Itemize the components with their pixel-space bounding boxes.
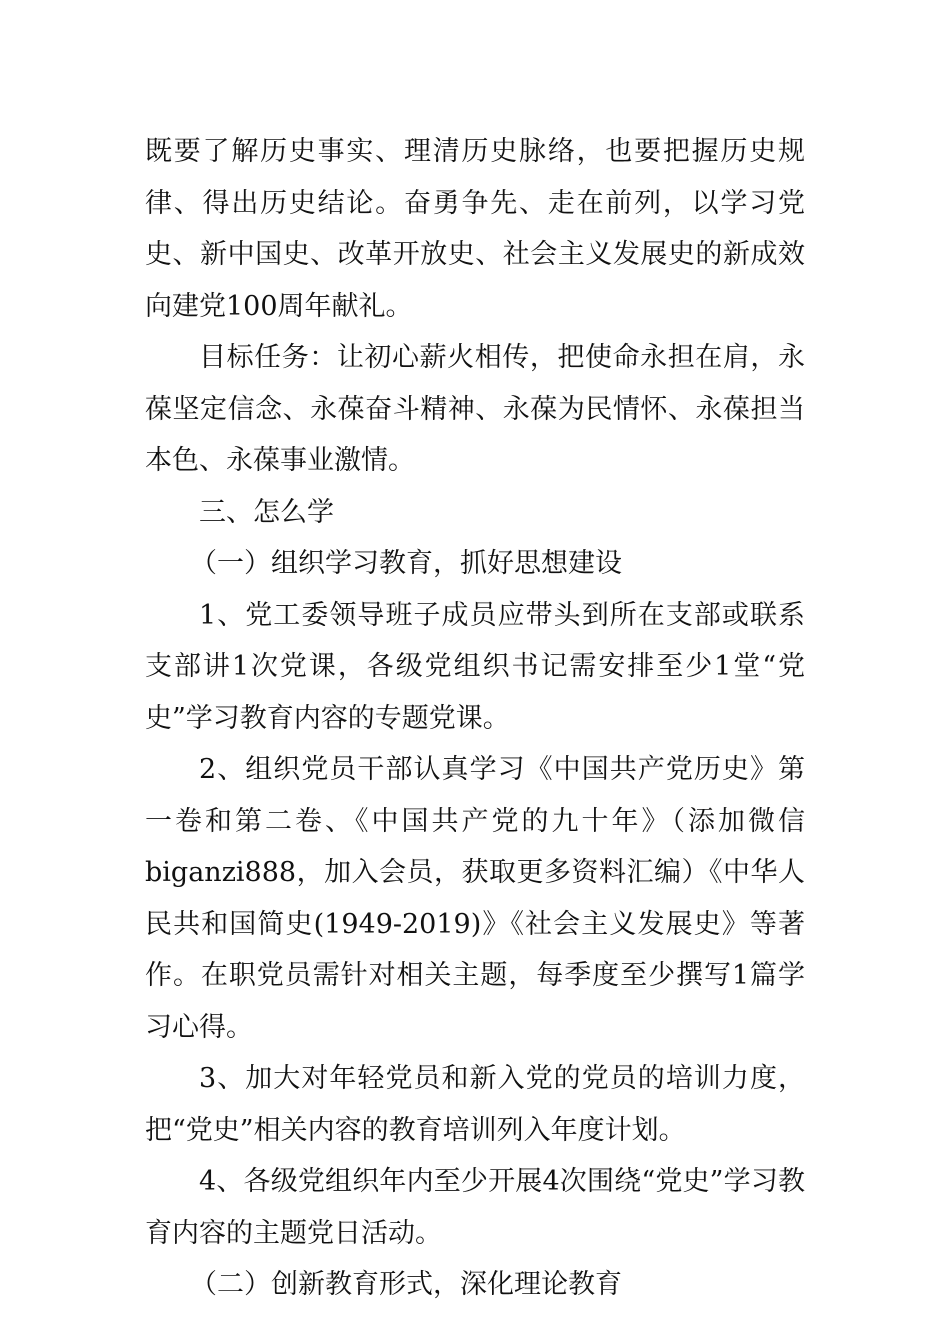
list-item-4: 4、各级党组织年内至少开展4次围绕“党史”学习教育内容的主题党日活动。	[145, 1166, 805, 1249]
list-item-3: 3、加大对年轻党员和新入党的党员的培训力度，把“党史”相关内容的教育培训列入年度计划。	[145, 1063, 805, 1146]
section-heading-how-to-learn: 三、怎么学	[199, 496, 334, 528]
list-item-2: 2、组织党员干部认真学习《中国共产党历史》第一卷和第二卷、《中国共产党的九十年》（添加微信biganzi888，加入会员，获取更多资料汇编）《中华人民共和国简史(1949-2019)》《社会主义发展史》等著作。在职党员需针对相关主题，每季度至少撰写1篇学习心得。	[145, 754, 805, 1043]
list-item-1: 1、党工委领导班子成员应带头到所在支部或联系支部讲1次党课，各级党组织书记需安排至少1堂“党史”学习教育内容的专题党课。	[145, 599, 805, 734]
paragraph-goals: 目标任务：让初心薪火相传，把使命永担在肩，永葆坚定信念、永葆奋斗精神、永葆为民情怀、永葆担当本色、永葆事业激情。	[145, 342, 805, 476]
subsection-heading-1: （一）组织学习教育，抓好思想建设	[190, 548, 622, 579]
paragraph-history-study: 既要了解历史事实、理清历史脉络，也要把握历史规律、得出历史结论。奋勇争先、走在前列，以学习党史、新中国史、改革开放史、社会主义发展史的新成效向建党100周年献礼。	[145, 136, 805, 322]
document-body	[145, 126, 805, 1311]
subsection-heading-2: （二）创新教育形式，深化理论教育	[190, 1269, 622, 1300]
